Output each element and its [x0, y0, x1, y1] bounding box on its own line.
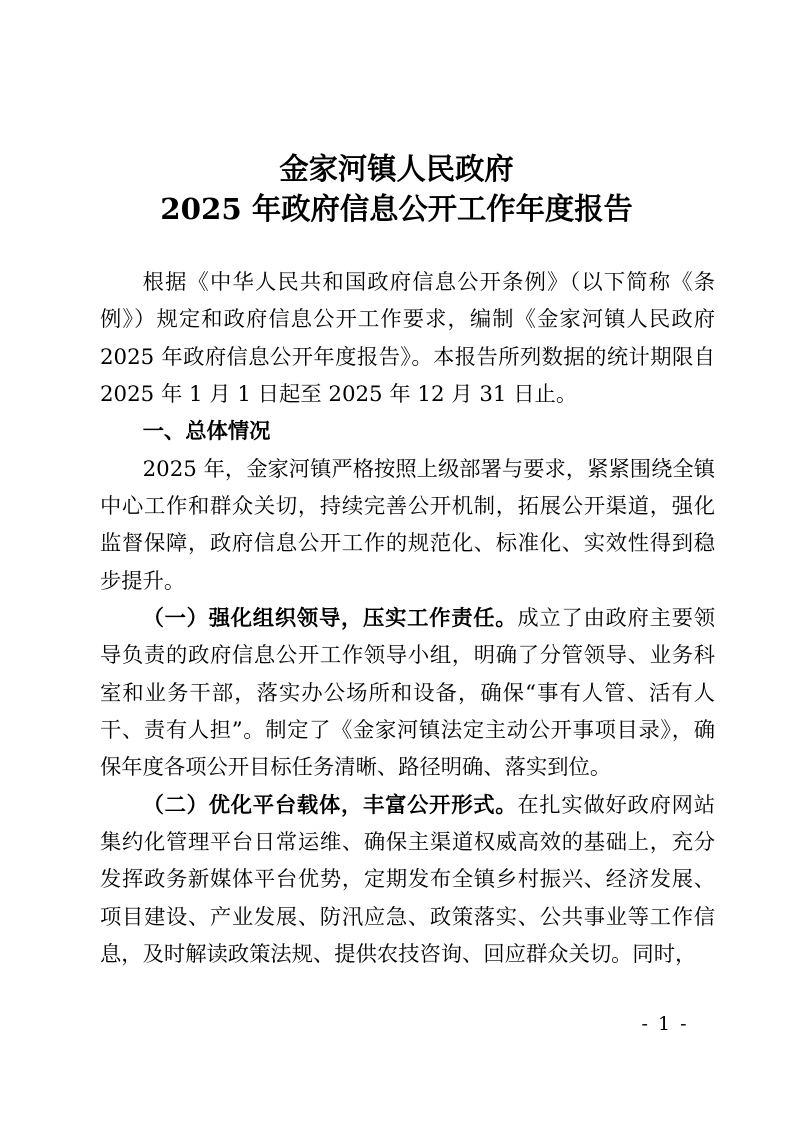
- paragraph-overview: 2025 年，金家河镇严格按照上级部署与要求，紧紧围绕全镇中心工作和群众关切，持续完善公开机制，拓展公开渠道，强化监督保障，政府信息公开工作的规范化、标准化、实效性得到稳步提升。: [100, 456, 715, 594]
- document-title: [0, 149, 793, 229]
- page-number: - 1 -: [641, 1013, 689, 1035]
- paragraph-item-1: [100, 600, 715, 787]
- title-line-2: 2025 年政府信息公开工作年度报告: [160, 191, 633, 226]
- section-heading-overview: 一、总体情况: [142, 419, 271, 445]
- document-body: [100, 264, 715, 973]
- paragraph-item-1-text: 成立了由政府主要领导负责的政府信息公开工作领导小组，明确了分管领导、业务科室和业务干部，落实办公场所和设备，确保“事有人管、活有人干、责有人担”。制定了《金家河镇法定主动公开事项目录》，确保年度各项公开目标任务清晰、路径明确、落实到位。: [100, 605, 715, 781]
- paragraph-item-2-text: 在扎实做好政府网站集约化管理平台日常运维、确保主渠道权威高效的基础上，充分发挥政务新媒体平台优势，定期发布全镇乡村振兴、经济发展、项目建设、产业发展、防汛应急、政策落实、公共事业等工作信息，及时解读政策法规、提供农技咨询、回应群众关切。同时，: [100, 792, 715, 967]
- title-line-1: 金家河镇人民政府: [279, 151, 514, 186]
- paragraph-intro: 根据《中华人民共和国政府信息公开条例》（以下简称《条例》）规定和政府信息公开工作要求，编制《金家河镇人民政府 2025 年政府信息公开年度报告》。本报告所列数据的统计期限自 2025 年 1 月 1 日起至 2025 年 12 月 31 日止。: [100, 270, 715, 407]
- paragraph-item-1-lead: （一）强化组织领导，压实工作责任。: [142, 605, 518, 631]
- paragraph-item-2-lead: （二）优化平台载体，丰富公开形式。: [142, 792, 518, 818]
- paragraph-item-2: [100, 787, 715, 974]
